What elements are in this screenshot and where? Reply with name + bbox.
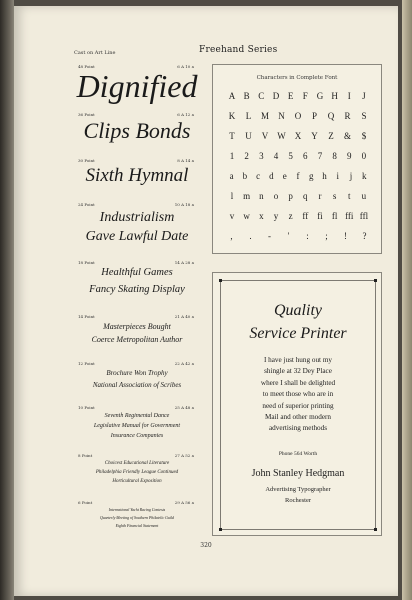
point-size: 6 Point xyxy=(78,500,93,505)
char-row-4 xyxy=(225,151,371,171)
characters-panel xyxy=(212,64,382,254)
char: L xyxy=(245,111,252,121)
sample-18-line-1: Healthful Games xyxy=(101,267,173,278)
char: q xyxy=(303,191,308,201)
ad-phone: Phone 564 Worth xyxy=(278,451,318,457)
sample-12-line-2: National Association of Scribes xyxy=(92,381,182,389)
catalog-page xyxy=(14,6,398,596)
char: fl xyxy=(331,211,338,221)
ad-name: John Stanley Hedgman xyxy=(251,468,345,479)
ad-body-line: where I shall be delighted xyxy=(260,378,336,387)
char: J xyxy=(362,91,366,101)
char: F xyxy=(302,91,308,101)
ad-body-line: advertising methods xyxy=(268,424,328,433)
char: d xyxy=(269,171,274,181)
char: $ xyxy=(361,131,367,141)
char: P xyxy=(311,111,317,121)
char: n xyxy=(259,191,264,201)
sample-6-line-2: Quarterly Meeting of Southern Philatelic Guild xyxy=(99,516,175,520)
char-row-5 xyxy=(225,171,371,191)
char: 0 xyxy=(361,151,367,161)
char: i xyxy=(336,171,340,181)
ad-city: Rochester xyxy=(285,497,311,504)
font-quantity: 6 A 10 a xyxy=(177,64,194,69)
advertisement-border xyxy=(220,280,376,530)
spec-14 xyxy=(78,314,194,319)
ad-title-line-1: Quality xyxy=(274,302,322,319)
char: C xyxy=(258,91,265,101)
page-number: 320 xyxy=(200,542,212,549)
char: M xyxy=(260,111,269,121)
char: z xyxy=(288,211,293,221)
ad-body-line: need of superior printing xyxy=(262,401,334,410)
char: Q xyxy=(327,111,335,121)
char: u xyxy=(361,191,367,201)
char: a xyxy=(229,171,234,181)
char: s xyxy=(332,191,337,201)
font-quantity: 6 A 12 a xyxy=(177,112,194,117)
spec-12 xyxy=(78,361,194,366)
sample-36-line-1: Clips Bonds xyxy=(83,118,191,143)
sample-6-line-3: Eighth Financial Statement xyxy=(115,524,159,528)
spec-10 xyxy=(78,405,194,410)
spec-6 xyxy=(78,500,194,505)
font-quantity: 10 A 18 a xyxy=(174,202,194,207)
corner-ornament xyxy=(374,528,377,531)
char: Y xyxy=(311,131,318,141)
sample-18-line-2: Fancy Skating Display xyxy=(89,284,185,295)
sample-24-line-2: Gave Lawful Date xyxy=(85,229,189,244)
char: S xyxy=(361,111,367,121)
font-quantity: 25 A 48 a xyxy=(174,405,194,410)
char: A xyxy=(228,91,236,101)
sample-10-line-2: Legislative Manual for Government xyxy=(93,423,181,429)
char: x xyxy=(259,211,264,221)
point-size: 12 Point xyxy=(78,361,95,366)
char: f xyxy=(296,171,300,181)
sample-12-line-1: Brochure Won Trophy xyxy=(106,369,168,377)
sample-10-line-3: Insurance Companies xyxy=(110,433,164,439)
char: fi xyxy=(317,211,323,221)
spec-8 xyxy=(78,453,194,458)
point-size: 36 Point xyxy=(78,112,95,117)
char-row-6 xyxy=(225,191,371,211)
char: 2 xyxy=(244,151,249,161)
char: . xyxy=(249,231,252,241)
char: G xyxy=(316,91,324,101)
book-binding xyxy=(0,0,14,600)
char: R xyxy=(344,111,351,121)
char: ffl xyxy=(359,211,369,221)
ad-body xyxy=(231,355,365,435)
point-size: 8 Point xyxy=(78,453,93,458)
characters-panel-title: Characters in Complete Font xyxy=(256,75,338,81)
sample-6-line-1: International Yacht Racing Contests xyxy=(108,508,166,512)
char: ! xyxy=(344,231,347,241)
char-row-3 xyxy=(225,131,371,151)
point-size: 48 Point xyxy=(78,64,95,69)
char: 4 xyxy=(273,151,279,161)
char: , xyxy=(230,231,233,241)
sample-8-line-3: Horticultural Exposition xyxy=(112,479,162,484)
point-size: 30 Point xyxy=(78,158,95,163)
font-quantity: 27 A 52 a xyxy=(174,453,194,458)
char: E xyxy=(287,91,294,101)
char: & xyxy=(343,131,351,141)
font-quantity: 14 A 28 a xyxy=(174,260,194,265)
char: 7 xyxy=(317,151,323,161)
char: T xyxy=(229,131,235,141)
sample-48-line-1: Dignified xyxy=(76,68,198,104)
char: Z xyxy=(328,131,334,141)
page-edge xyxy=(402,0,412,600)
char: 8 xyxy=(332,151,337,161)
char: m xyxy=(243,191,251,201)
char: K xyxy=(228,111,236,121)
char: - xyxy=(268,231,271,241)
char: v xyxy=(229,211,235,221)
char: t xyxy=(347,191,351,201)
char: I xyxy=(347,91,351,101)
char: h xyxy=(322,171,327,181)
char: k xyxy=(362,171,367,181)
char: H xyxy=(331,91,338,101)
spec-24 xyxy=(78,202,194,207)
char: O xyxy=(294,111,302,121)
sample-14-line-2: Coerce Metropolitan Author xyxy=(91,335,183,344)
char: 3 xyxy=(259,151,264,161)
char: 5 xyxy=(288,151,293,161)
char: D xyxy=(272,91,280,101)
char-row-2 xyxy=(225,111,371,131)
spec-18 xyxy=(78,260,194,265)
char: y xyxy=(273,211,279,221)
point-size: 18 Point xyxy=(78,260,95,265)
ad-body-line: Mail and other modern xyxy=(264,413,332,422)
char-row-1 xyxy=(225,91,371,111)
char: w xyxy=(243,211,250,221)
char: N xyxy=(278,111,285,121)
char: ? xyxy=(362,231,367,241)
char: 9 xyxy=(347,151,352,161)
font-quantity: 22 A 42 a xyxy=(174,361,194,366)
point-size: 14 Point xyxy=(78,314,95,319)
char: c xyxy=(256,171,261,181)
char: B xyxy=(243,91,250,101)
char: U xyxy=(245,131,252,141)
char: X xyxy=(294,131,302,141)
char: : xyxy=(306,231,309,241)
advertisement-panel xyxy=(212,272,382,536)
font-quantity: 29 A 56 a xyxy=(174,500,194,505)
character-grid xyxy=(225,91,371,251)
corner-ornament xyxy=(219,279,222,282)
font-quantity: 21 A 40 a xyxy=(174,314,194,319)
char-row-7 xyxy=(225,211,371,231)
char: V xyxy=(261,131,269,141)
char: 6 xyxy=(303,151,308,161)
char: r xyxy=(318,191,322,201)
point-size: 24 Point xyxy=(78,202,95,207)
char: o xyxy=(273,191,279,201)
char: 1 xyxy=(229,151,235,161)
sample-8-line-2: Philadelphia Friendly League Continued xyxy=(95,470,179,475)
sample-10-line-1: Seventh Regimental Dance xyxy=(104,413,170,419)
ad-body-line: to meet those who are in xyxy=(262,390,334,399)
sample-24-line-1: Industrialism xyxy=(99,210,175,225)
page-title: Freehand Series xyxy=(199,45,278,55)
char: p xyxy=(288,191,293,201)
char: e xyxy=(282,171,287,181)
sample-30-line-1: Sixth Hymnal xyxy=(85,165,189,186)
char: ' xyxy=(287,231,290,241)
spec-30 xyxy=(78,158,194,163)
point-size: 10 Point xyxy=(78,405,95,410)
sample-8-line-1: Choicest Educational Literature xyxy=(104,461,170,466)
ad-role: Advertising Typographer xyxy=(265,486,331,493)
ad-title-line-2: Service Printer xyxy=(249,325,347,342)
char: g xyxy=(308,171,314,181)
char-row-8 xyxy=(225,231,371,251)
font-quantity: 8 A 14 a xyxy=(177,158,194,163)
char: ; xyxy=(325,231,328,241)
sample-14-line-1: Masterpieces Bought xyxy=(103,322,171,331)
ad-body-line: shingle at 32 Dey Place xyxy=(264,367,332,376)
header-left-label: Cast on Art Line xyxy=(74,50,116,56)
corner-ornament xyxy=(219,528,222,531)
char: j xyxy=(349,171,353,181)
corner-ornament xyxy=(374,279,377,282)
char: W xyxy=(277,131,286,141)
ad-body-line: I have just hung out my xyxy=(263,356,333,364)
char: ff xyxy=(302,211,309,221)
spec-36 xyxy=(78,112,194,117)
char: l xyxy=(230,191,234,201)
char: b xyxy=(242,171,248,181)
char: ffi xyxy=(345,211,354,221)
